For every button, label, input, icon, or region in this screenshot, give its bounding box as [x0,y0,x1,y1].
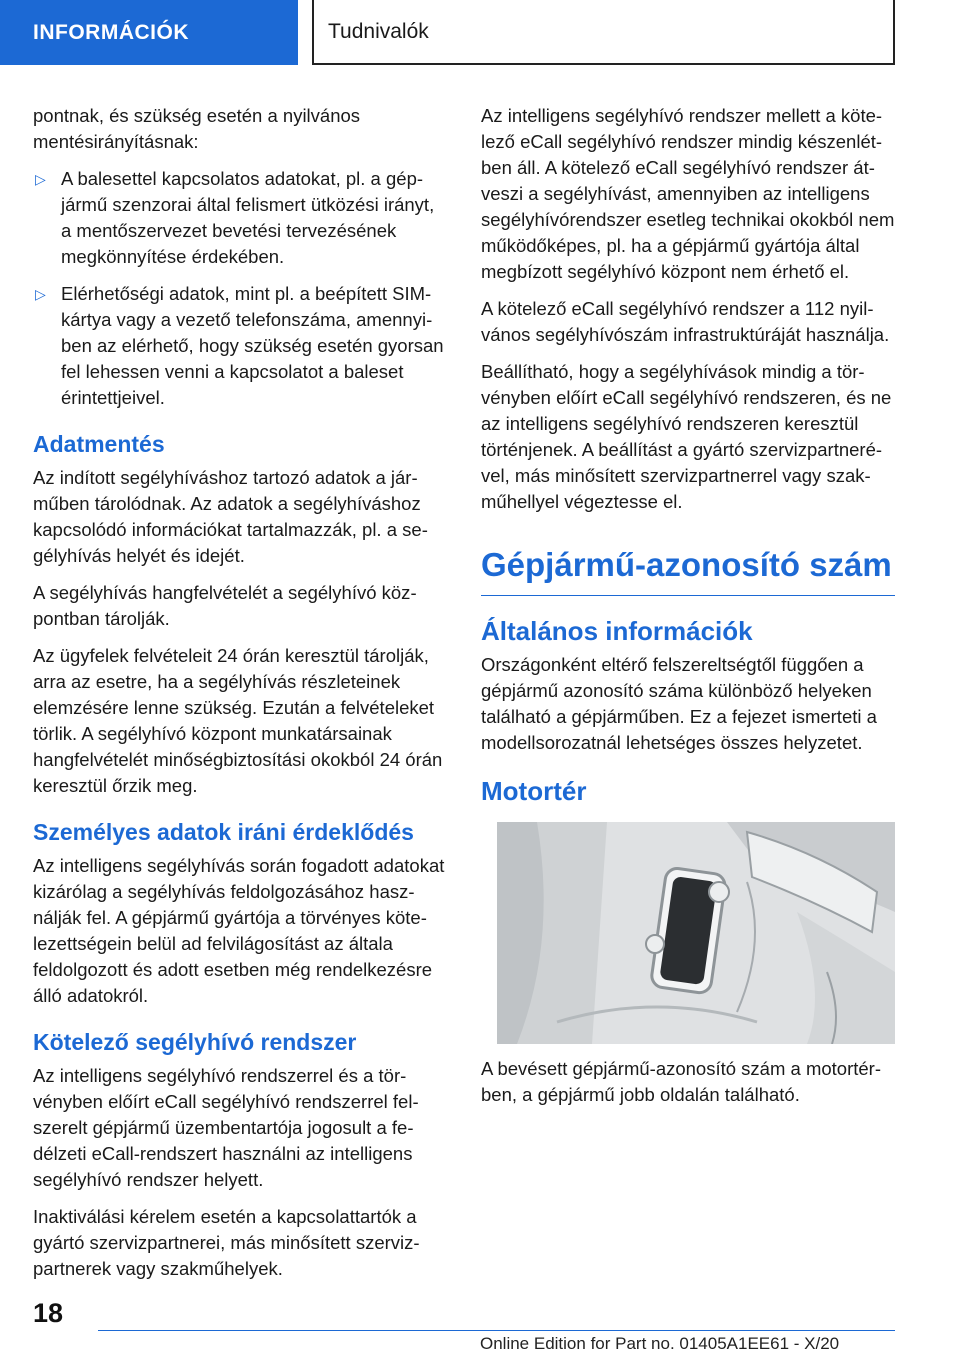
right-column [481,103,895,1119]
heading-motorter: Motortér [481,776,587,806]
subsection-title [312,0,895,65]
paragraph: Az intelligens segélyhívó rendszer mellett a kötelező eCall segélyhívó rendszer mindig készenlétben áll. A kötelező eCall segélyhívó rendszer átveszi a segélyhívást, amennyiben az intelligens segélyhívórendszer esetleg technikai okokból nem működőképes, pl. ha a gépjármű gyártója által megbízott segélyhívó központ nem érhető el. [481,105,895,282]
chapter-title: Gépjármű-azonosító szám [481,543,895,596]
list-item-text: A balesettel kapcsolatos adatokat, pl. a gépjármű szenzorai által felismert ütközési irányt, a mentőszervezet bevetési tervezésének megkönnyítése érdekében. [61,168,435,267]
paragraph: A segélyhívás hangfelvételét a segélyhívó központban tárolják. [33,582,417,629]
list-item [33,281,448,411]
list-item-text: Elérhetőségi adatok, mint pl. a beépített SIM-kártya vagy a vezető telefonszáma, amennyiben az elérhető, hogy szükség esetén gyorsan fel lehessen venni a kapcsolatot a baleset érintettjeivel. [61,283,444,408]
footer-edition: Online Edition for Part no. 01405A1EE61 - X/20 [480,1334,840,1353]
page-number: 18 [33,1298,64,1328]
paragraph: Az ügyfelek felvételeit 24 órán keresztül tárolják, arra az esetre, ha a segélyhívás részleteinek elemzésére lenne szükség. Ezután a felvételeket törlik. A segélyhívó központ munkatársainak hangfelvételét minőségbiztosítási okokból 24 órán keresztül őrzik meg. [33,645,443,796]
paragraph: Országonként eltérő felszereltségtől függően a gépjármű azonosító száma különböző helyeken található a gépjárműben. Ez a fejezet ismerteti a modellsorozatnál lehetséges összes helyzetet. [481,654,877,753]
triangle-bullet-icon: ▷ [35,286,46,302]
heading-szemelyes-adatok: Személyes adatok iráni érdeklődés [33,819,414,845]
engine-bay-photo [497,822,895,1044]
paragraph: A kötelező eCall segélyhívó rendszer a 112 nyilvános segélyhívószám infrastruktúráját használja. [481,298,890,345]
image-caption: A bevésett gépjármű-azonosító szám a motortérben, a gépjármű jobb oldalán található. [481,1058,882,1105]
triangle-bullet-icon: ▷ [35,171,46,187]
paragraph: Inaktiválási kérelem esetén a kapcsolattartók a gyártó szervizpartnerei, más minősített szervizpartnerek vagy szakműhelyek. [33,1206,420,1279]
heading-kotelezo-rendszer: Kötelező segélyhívó rendszer [33,1029,357,1055]
subsection-label: Tudnivalók [328,19,429,43]
paragraph: Beállítható, hogy a segélyhívások mindig a törvényben előírt eCall segélyhívó rendszeren, és ne az intelligens segélyhívó rendszeren keresztül történjenek. A beállítást a gyártó szervizpartnerével, más minősített szervizpartnerrel vagy szakműhellyel végeztesse el. [481,361,892,512]
paragraph: Az indított segélyhíváshoz tartozó adatok a járműben tárolódnak. Az adatok a segélyhíváshoz kapcsolódó információkat tartalmazzák, pl. a segélyhívás helyét és idejét. [33,467,428,566]
heading-adatmentes: Adatmentés [33,431,165,457]
paragraph: Az intelligens segélyhívó rendszerrel és a törvényben előírt eCall segélyhívó rendszerrel felszerelt gépjármű üzembentartója jogosult a fedélzeti eCall-rendszert használni az intelligens segélyhívó rendszer helyett. [33,1065,419,1190]
intro-paragraph: pontnak, és szükség esetén a nyilvános mentésirányításnak: [33,105,361,152]
bullet-list [33,166,448,411]
footer-divider [98,1330,895,1331]
list-item [33,166,448,270]
section-tab: INFORMÁCIÓK [0,0,298,65]
paragraph: Az intelligens segélyhívás során fogadott adatokat kizárólag a segélyhívás feldolgozásához használják fel. A gépjármű gyártója a törvényes kötelezettségein belül ad felvilágosítást az általa feldolgozott és adott esetben még rendelkezésre álló adatokról. [33,855,445,1006]
left-column [33,103,448,1293]
heading-altalanos-informaciok: Általános információk [481,616,753,646]
